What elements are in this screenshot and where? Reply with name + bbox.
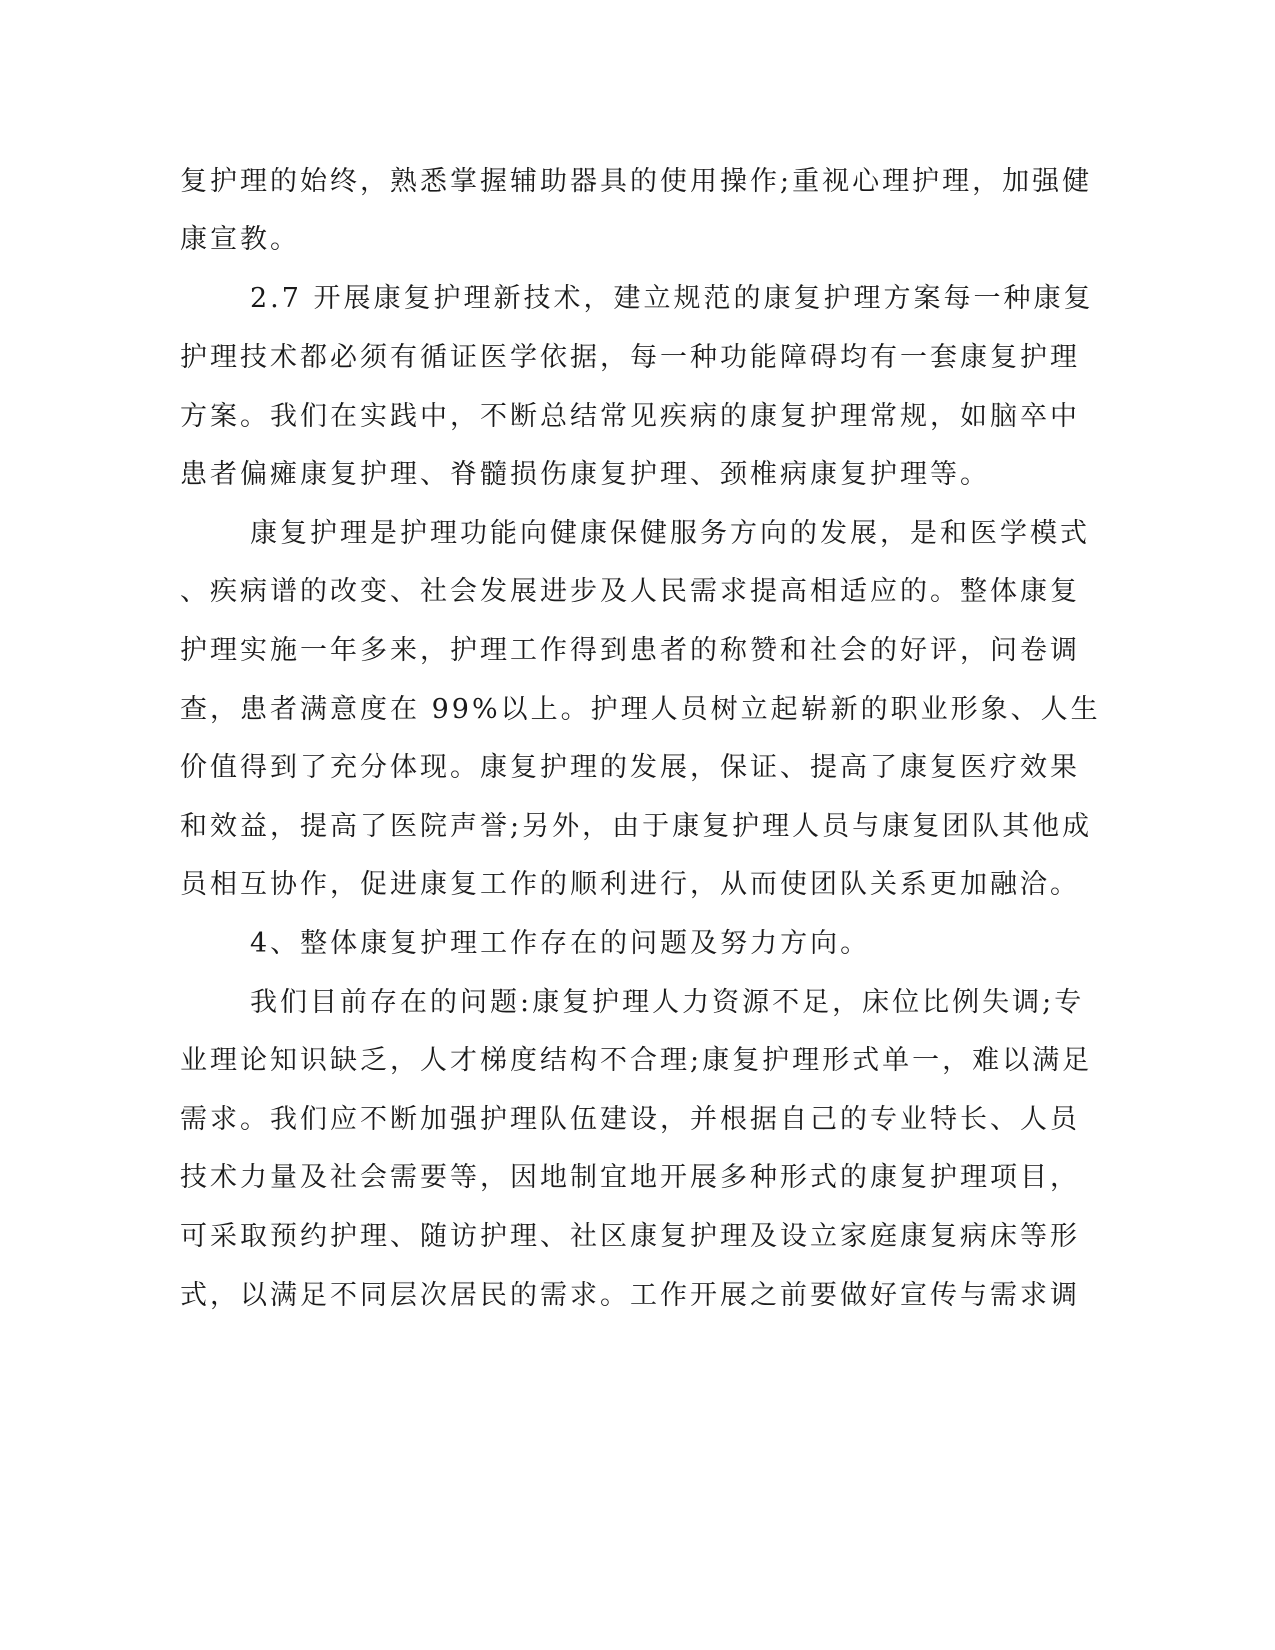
text-line: 护理实施一年多来，护理工作得到患者的称赞和社会的好评，问卷调 — [180, 635, 1080, 666]
text-line: 患者偏瘫康复护理、脊髓损伤康复护理、颈椎病康复护理等。 — [180, 459, 990, 490]
text-line: 康复护理是护理功能向健康保健服务方向的发展，是和医学模式 — [250, 518, 1090, 549]
text-line: 式，以满足不同层次居民的需求。工作开展之前要做好宣传与需求调 — [180, 1280, 1080, 1311]
text-line: 员相互协作，促进康复工作的顺利进行，从而使团队关系更加融洽。 — [180, 869, 1080, 900]
text-line: 需求。我们应不断加强护理队伍建设，并根据自己的专业特长、人员 — [180, 1104, 1080, 1135]
section-heading: 4、整体康复护理工作存在的问题及努力方向。 — [250, 928, 871, 959]
text-line: 和效益，提高了医院声誉;另外，由于康复护理人员与康复团队其他成 — [180, 811, 1093, 842]
text-line: 查，患者满意度在 99%以上。护理人员树立起崭新的职业形象、人生 — [180, 694, 1101, 725]
text-line: 2.7 开展康复护理新技术，建立规范的康复护理方案每一种康复 — [250, 283, 1094, 314]
text-line: 我们目前存在的问题:康复护理人力资源不足，床位比例失调;专 — [250, 987, 1085, 1018]
text-line: 、疾病谱的改变、社会发展进步及人民需求提高相适应的。整体康复 — [180, 576, 1080, 607]
text-line: 可采取预约护理、随访护理、社区康复护理及设立家庭康复病床等形 — [180, 1221, 1080, 1252]
text-line: 方案。我们在实践中，不断总结常见疾病的康复护理常规，如脑卒中 — [180, 401, 1080, 432]
text-line: 复护理的始终，熟悉掌握辅助器具的使用操作;重视心理护理，加强健 — [180, 166, 1093, 197]
text-line: 康宣教。 — [180, 224, 300, 255]
text-line: 护理技术都必须有循证医学依据，每一种功能障碍均有一套康复护理 — [180, 342, 1080, 373]
text-line: 价值得到了充分体现。康复护理的发展，保证、提高了康复医疗效果 — [180, 752, 1080, 783]
text-line: 业理论知识缺乏，人才梯度结构不合理;康复护理形式单一，难以满足 — [180, 1045, 1093, 1076]
text-line: 技术力量及社会需要等，因地制宜地开展多种形式的康复护理项目， — [180, 1162, 1080, 1193]
